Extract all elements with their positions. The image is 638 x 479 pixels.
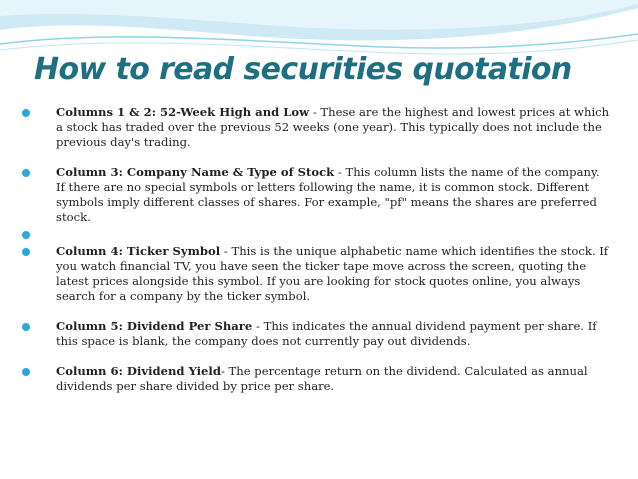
list-item bbox=[20, 165, 610, 225]
slide-title: How to read securities quotation bbox=[34, 52, 572, 87]
circle-bullet-icon bbox=[22, 109, 30, 117]
item-text: - This is the unique alphabetic name which identifies the stock. If you watch financial TV, you have seen the ticker tape move across the screen, quoting the latest prices alongside this symbol. If you are looking for stock quotes online, you always search for a company by the ticker symbol. bbox=[56, 244, 609, 303]
circle-bullet-icon bbox=[22, 323, 30, 331]
item-text: - This column lists the name of the company. If there are no special symbols or letters following the name, it is common stock. Different symbols imply different classes of shares. For example, "pf" means the shares are preferred stock. bbox=[56, 165, 600, 224]
list-item bbox=[20, 244, 610, 304]
item-heading: Column 3: Company Name & Type of Stock bbox=[56, 165, 335, 179]
item-heading: Column 4: Ticker Symbol bbox=[56, 244, 221, 258]
circle-bullet-icon bbox=[22, 248, 30, 256]
list-item bbox=[20, 319, 610, 349]
list-item-empty bbox=[20, 227, 610, 242]
bullet-list bbox=[20, 105, 610, 409]
item-heading: Columns 1 & 2: 52-Week High and Low bbox=[56, 105, 310, 119]
circle-bullet-icon bbox=[22, 169, 30, 177]
item-text: - These are the highest and lowest prices at which a stock has traded over the previous 52 weeks (one year). This typically does not include the previous day's trading. bbox=[56, 105, 610, 149]
circle-bullet-icon bbox=[22, 231, 30, 239]
circle-bullet-icon bbox=[22, 368, 30, 376]
item-text: - This indicates the annual dividend payment per share. If this space is blank, the company does not currently pay out dividends. bbox=[56, 319, 597, 348]
list-item bbox=[20, 105, 610, 150]
item-heading: Column 5: Dividend Per Share bbox=[56, 319, 253, 333]
list-item bbox=[20, 364, 610, 394]
item-heading: Column 6: Dividend Yield bbox=[56, 364, 221, 378]
item-text: - The percentage return on the dividend. Calculated as annual dividends per share divided by price per share. bbox=[56, 364, 588, 393]
